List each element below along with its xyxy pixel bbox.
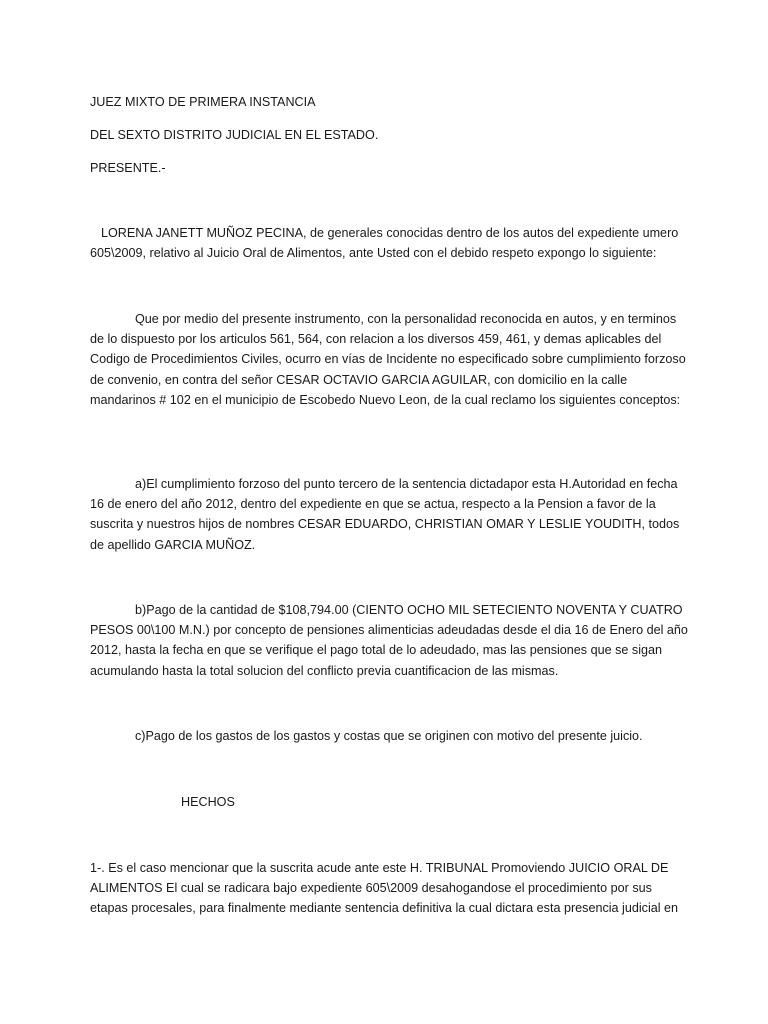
- claim-item-a: a)El cumplimiento forzoso del punto tercero de la sentencia dictadapor esta H.Autoridad en fecha 16 de enero del año 2012, dentro del expediente en que se actua, respecto a la Pension a favor de la suscrita y nuestros hijos de nombres CESAR EDUARDO, CHRISTIAN OMAR Y LESLIE YOUDITH, todos de apellido GARCIA MUÑOZ.: [90, 477, 680, 552]
- addressee-line-1: JUEZ MIXTO DE PRIMERA INSTANCIA: [90, 95, 316, 109]
- addressee-line-2: DEL SEXTO DISTRITO JUDICIAL EN EL ESTADO.: [90, 128, 379, 142]
- addressee-line-3: PRESENTE.-: [90, 161, 166, 175]
- intro-paragraph: LORENA JANETT MUÑOZ PECINA, de generales conocidas dentro de los autos del expediente umero 605\2009, relativo al Juicio Oral de Alimentos, ante Usted con el debido respeto expongo lo siguiente:: [90, 226, 679, 261]
- fact-paragraph-1: 1-. Es el caso mencionar que la suscrita acude ante este H. TRIBUNAL Promoviendo JUICIO ORAL DE ALIMENTOS El cual se radicara bajo expediente 605\2009 desahogandose el procedimiento por sus etapas procesales, para finalmente mediante sentencia definitiva la cual dictara esta presencia judicial en: [90, 861, 679, 916]
- section-heading-hechos: HECHOS: [181, 795, 235, 809]
- claim-item-b: b)Pago de la cantidad de $108,794.00 (CIENTO OCHO MIL SETECIENTO NOVENTA Y CUATRO PESOS 00\100 M.N.) por concepto de pensiones alimenticias adeudadas desde el dia 16 de Enero del año 2012, hasta la fecha en que se verifique el pago total de lo adeudado, mas las pensiones que se sigan acumulando hasta la total solucion del conflicto previa cuantificacion de las mismas.: [90, 603, 688, 678]
- claim-item-c: c)Pago de los gastos de los gastos y costas que se originen con motivo del presente juicio.: [135, 729, 643, 743]
- petition-paragraph: Que por medio del presente instrumento, con la personalidad reconocida en autos, y en terminos de lo dispuesto por los articulos 561, 564, con relacion a los diversos 459, 461, y demas aplicables del Codigo de Procedimientos Civiles, ocurro en vías de Incidente no especificado sobre cumplimiento forzoso de convenio, en contra del señor CESAR OCTAVIO GARCIA AGUILAR, con domicilio en la calle mandarinos # 102 en el municipio de Escobedo Nuevo Leon, de la cual reclamo los siguientes conceptos:: [90, 312, 686, 407]
